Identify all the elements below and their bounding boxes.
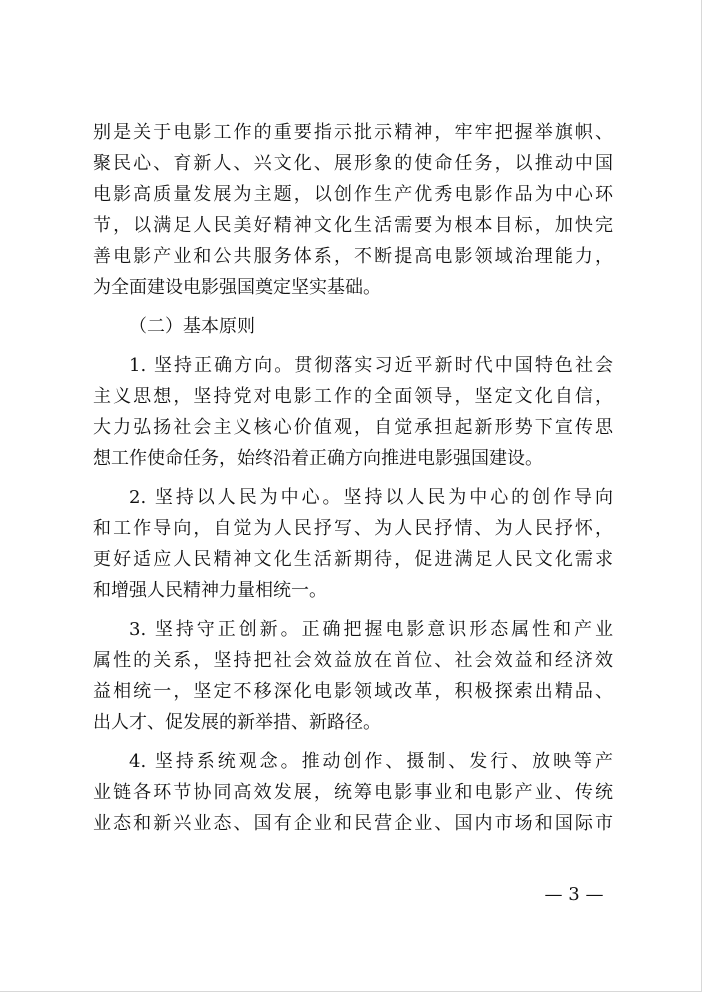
body-text: [93, 117, 613, 839]
paragraph: [93, 746, 613, 839]
text-line: 节，以满足人民美好精神文化生活需要为根本目标，加快完: [93, 215, 613, 236]
text-line: 4. 坚持系统观念。推动创作、摄制、发行、放映等产: [129, 751, 613, 772]
paragraph: [93, 482, 613, 606]
text-line: 业链各环节协同高效发展，统筹电影事业和电影产业、传统: [93, 782, 613, 803]
paragraph-gap: [93, 606, 613, 614]
text-line: 大力弘扬社会主义核心价值观，自觉承担起新形势下宣传思: [93, 417, 613, 438]
paragraph: [93, 117, 613, 303]
paragraph: [93, 350, 613, 474]
section-heading: [93, 311, 613, 342]
text-line: 3. 坚持守正创新。正确把握电影意识形态属性和产业: [129, 619, 613, 640]
paragraph-gap: [93, 303, 613, 311]
paragraph-gap: [93, 474, 613, 482]
text-line: 1. 坚持正确方向。贯彻落实习近平新时代中国特色社会: [129, 355, 613, 376]
text-line: 更好适应人民精神文化生活新期待，促进满足人民文化需求: [93, 549, 613, 570]
text-line: 和增强人民精神力量相统一。: [93, 580, 327, 601]
text-line: 聚民心、育新人、兴文化、展形象的使命任务，以推动中国: [93, 153, 613, 174]
text-line: 别是关于电影工作的重要指示批示精神，牢牢把握举旗帜、: [93, 122, 613, 143]
text-line: 出人才、促发展的新举措、新路径。: [93, 712, 381, 733]
text-line: 为全面建设电影强国奠定坚实基础。: [93, 277, 381, 298]
paragraph: [93, 614, 613, 738]
paragraph-gap: [93, 738, 613, 746]
text-line: 电影高质量发展为主题，以创作生产优秀电影作品为中心环: [93, 184, 613, 205]
text-line: 益相统一，坚定不移深化电影领域改革，积极探索出精品、: [93, 681, 613, 702]
page-number: — 3 —: [544, 884, 604, 905]
paragraph-gap: [93, 342, 613, 350]
text-line: 属性的关系，坚持把社会效益放在首位、社会效益和经济效: [93, 650, 613, 671]
text-line: 2. 坚持以人民为中心。坚持以人民为中心的创作导向: [129, 487, 613, 508]
text-line: 和工作导向，自觉为人民抒写、为人民抒情、为人民抒怀，: [93, 518, 613, 539]
text-line: 善电影产业和公共服务体系，不断提高电影领域治理能力，: [93, 246, 613, 267]
heading-line: （二）基本原则: [129, 316, 255, 337]
text-line: 主义思想，坚持党对电影工作的全面领导，坚定文化自信，: [93, 386, 613, 407]
text-line: 业态和新兴业态、国有企业和民营企业、国内市场和国际市: [93, 813, 613, 834]
text-line: 想工作使命任务，始终沿着正确方向推进电影强国建设。: [93, 448, 543, 469]
